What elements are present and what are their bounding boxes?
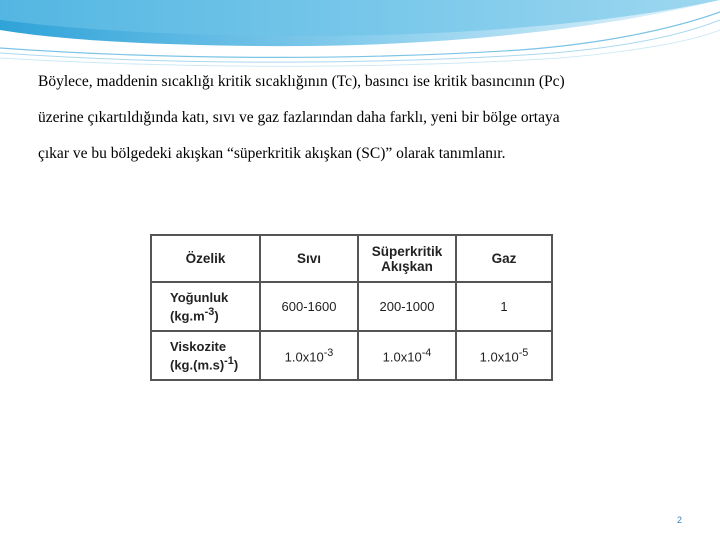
header-cell: Özelik bbox=[151, 235, 260, 282]
row-label-unit-close: ) bbox=[233, 357, 239, 373]
table-row bbox=[151, 282, 552, 331]
header-line: Akışkan bbox=[381, 258, 433, 274]
table-cell bbox=[456, 331, 552, 380]
properties-table bbox=[150, 234, 553, 381]
value-base: 1.0x10 bbox=[479, 349, 519, 365]
paragraph-line: üzerine çıkartıldığında katı, sıvı ve gaz fazlarından daha farklı, yeni bir bölge ortaya bbox=[38, 109, 560, 126]
row-label-unit-close: ) bbox=[214, 308, 219, 324]
unit-exponent: -3 bbox=[204, 305, 215, 318]
table-cell: 1 bbox=[456, 282, 552, 331]
row-label-name: Viskozite bbox=[170, 338, 227, 354]
table-cell bbox=[260, 331, 358, 380]
row-label bbox=[151, 331, 260, 380]
row-label-name: Yoğunluk bbox=[170, 289, 229, 305]
header-line: Süperkritik bbox=[371, 243, 443, 259]
row-label-unit: (kg.m bbox=[170, 308, 205, 324]
page-number: 2 bbox=[677, 515, 683, 525]
paragraph-line: Böylece, maddenin sıcaklığı kritik sıcaklığının (Tc), basıncı ise kritik basıncının (Pc) bbox=[38, 73, 565, 90]
table-header-row bbox=[151, 235, 552, 282]
value-base: 1.0x10 bbox=[284, 349, 324, 365]
table-cell: 200-1000 bbox=[358, 282, 456, 331]
table-cell: 600-1600 bbox=[260, 282, 358, 331]
header-cell: Gaz bbox=[456, 235, 552, 282]
value-exponent: -5 bbox=[518, 346, 529, 359]
header-cell: Sıvı bbox=[260, 235, 358, 282]
value-exponent: -4 bbox=[421, 346, 432, 359]
value-base: 1.0x10 bbox=[382, 349, 422, 365]
paragraph-line: çıkar ve bu bölgedeki akışkan “süperkritik akışkan (SC)” olarak tanımlanır. bbox=[38, 145, 506, 162]
row-label bbox=[151, 282, 260, 331]
body-paragraph bbox=[38, 64, 698, 172]
table-row bbox=[151, 331, 552, 380]
unit-exponent: -1 bbox=[224, 354, 234, 367]
table-cell bbox=[358, 331, 456, 380]
header-cell bbox=[358, 235, 456, 282]
value-exponent: -3 bbox=[323, 346, 334, 359]
row-label-unit: (kg.(m.s) bbox=[170, 357, 225, 373]
